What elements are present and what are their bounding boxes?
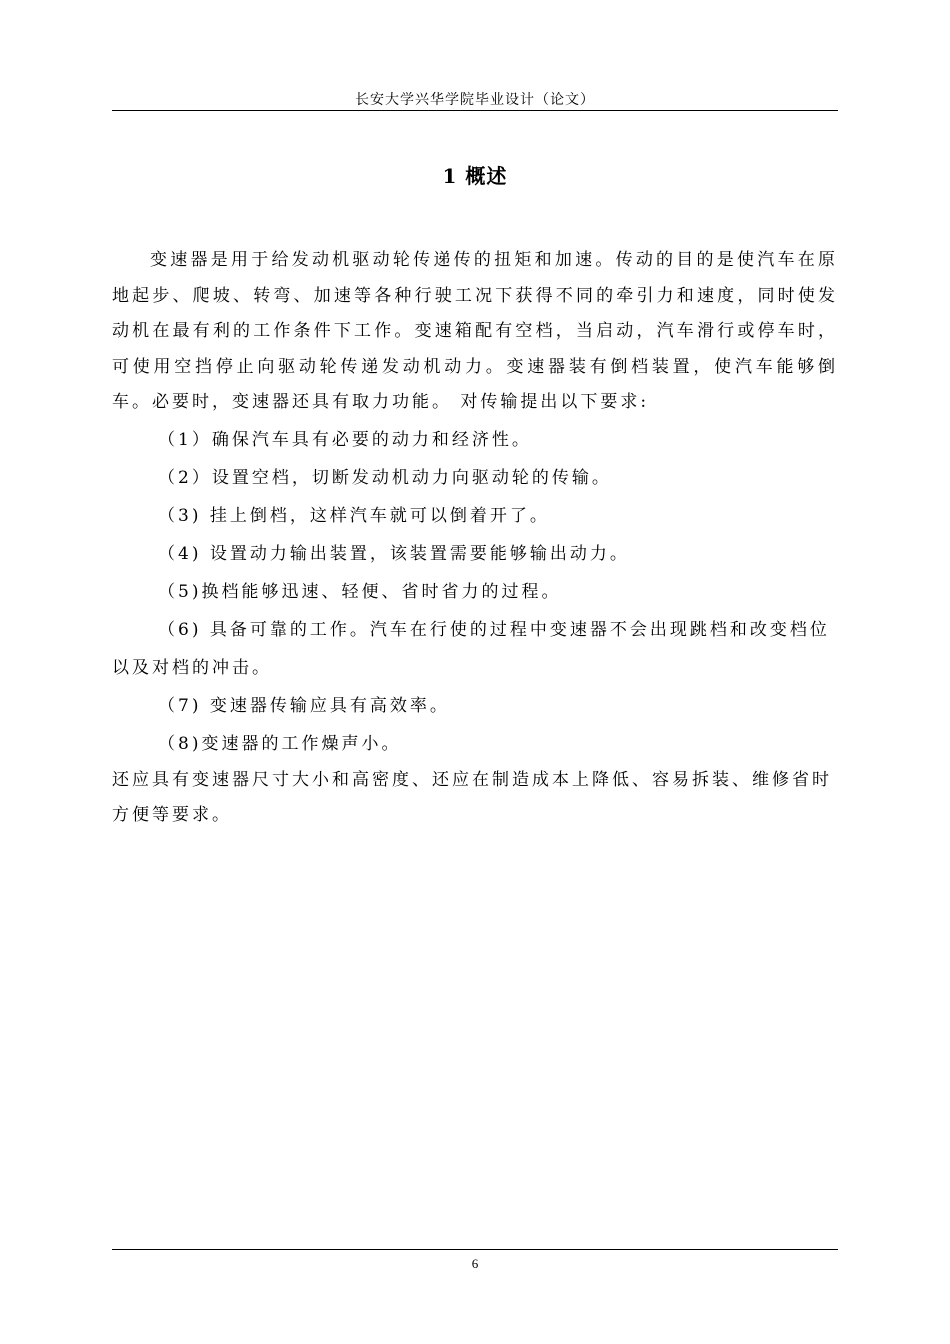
footer-rule: [112, 1249, 838, 1250]
page-number: 6: [471, 1256, 479, 1271]
requirement-item-2: （2）设置空档，切断发动机动力向驱动轮的传输。: [158, 467, 612, 488]
body-text: [112, 243, 838, 833]
requirement-item-5: （5)换档能够迅速、轻便、省时省力的过程。: [158, 581, 562, 602]
requirement-item-1: （1）确保汽车具有必要的动力和经济性。: [158, 429, 532, 450]
closing-paragraph: 还应具有变速器尺寸大小和高密度、还应在制造成本上降低、容易拆装、维修省时方便等要求。: [112, 769, 832, 825]
requirement-item-8: （8)变速器的工作燥声小。: [158, 733, 402, 754]
requirement-item-3: （3) 挂上倒档，这样汽车就可以倒着开了。: [158, 505, 550, 526]
requirement-item-7: （7) 变速器传输应具有高效率。: [158, 695, 450, 716]
requirement-item-6: （6) 具备可靠的工作。汽车在行使的过程中变速器不会出现跳档和改变档位以及对档的冲击。: [112, 619, 830, 678]
running-header: 长安大学兴华学院毕业设计（论文）: [355, 92, 595, 108]
intro-paragraph: 变速器是用于给发动机驱动轮传递传的扭矩和加速。传动的目的是使汽车在原地起步、爬坡、转弯、加速等各种行驶工况下获得不同的牵引力和速度，同时使发动机在最有利的工作条件下工作。变速箱配有空档，当启动，汽车滑行或停车时，可使用空挡停止向驱动轮传递发动机动力。变速器装有倒档装置，使汽车能够倒车。必要时，变速器还具有取力功能。 对传输提出以下要求:: [112, 250, 838, 413]
chapter-title: 1 概述: [442, 164, 508, 188]
header-rule: [112, 110, 838, 111]
requirement-item-4: （4) 设置动力输出装置，该装置需要能够输出动力。: [158, 543, 630, 564]
